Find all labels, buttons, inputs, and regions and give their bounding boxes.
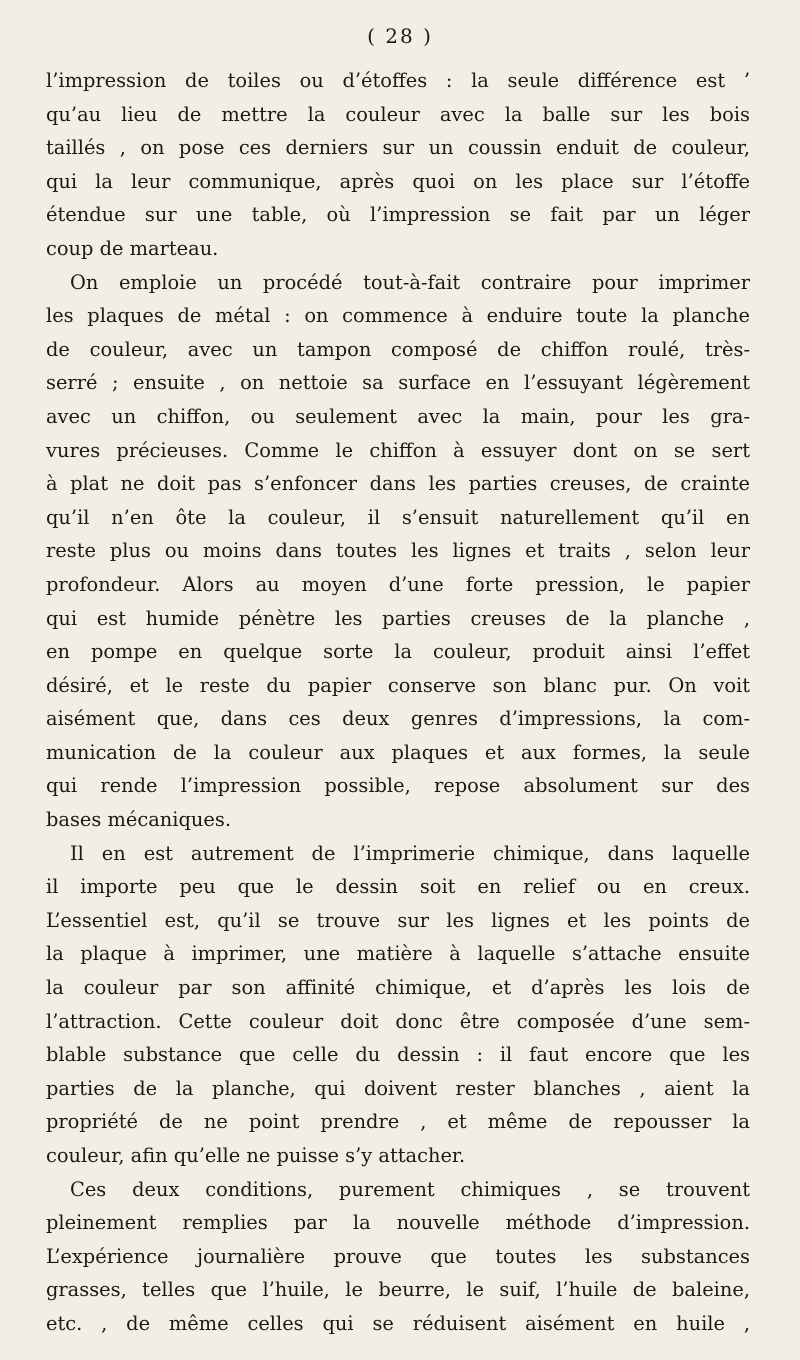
text-line: L’expérience journalière prouve que toutes les substances: [46, 1244, 750, 1268]
text-line: vures précieuses. Comme le chiffon à essuyer dont on se sert: [46, 438, 750, 462]
text-line: bases mécaniques.: [46, 808, 231, 832]
text-line: la plaque à imprimer, une matière à laquelle s’attache ensuite: [46, 942, 750, 966]
text-line: propriété de ne point prendre , et même de repousser la: [46, 1110, 750, 1134]
text-line: en pompe en quelque sorte la couleur, produit ainsi l’effet: [46, 640, 750, 664]
text-line: Ces deux conditions, purement chimiques , se trouvent: [70, 1177, 750, 1201]
text-line: etc. , de même celles qui se réduisent aisément en huile ,: [46, 1311, 750, 1335]
text-line: munication de la couleur aux plaques et aux formes, la seule: [46, 740, 750, 764]
body-text: [46, 64, 750, 1341]
text-line: aisément que, dans ces deux genres d’impressions, la com-: [46, 707, 750, 731]
text-line: blable substance que celle du dessin : il faut encore que les: [46, 1043, 750, 1067]
text-line: qui la leur communique, après quoi on les place sur l’étoffe: [46, 169, 750, 193]
text-line: qu’il n’en ôte la couleur, il s’ensuit naturellement qu’il en: [46, 505, 750, 529]
text-line: avec un chiffon, ou seulement avec la main, pour les gra-: [46, 404, 750, 428]
text-line: profondeur. Alors au moyen d’une forte pression, le papier: [46, 572, 750, 596]
text-line: reste plus ou moins dans toutes les lignes et traits , selon leur: [46, 539, 750, 563]
text-line: les plaques de métal : on commence à enduire toute la planche: [46, 304, 750, 328]
text-line: On emploie un procédé tout-à-fait contraire pour imprimer: [70, 270, 750, 294]
text-line: l’attraction. Cette couleur doit donc être composée d’une sem-: [46, 1009, 750, 1033]
text-line: la couleur par son affinité chimique, et d’après les lois de: [46, 976, 750, 1000]
text-line: à plat ne doit pas s’enfoncer dans les parties creuses, de crainte: [46, 472, 750, 496]
text-line: qui rende l’impression possible, repose absolument sur des: [46, 774, 750, 798]
text-line: parties de la planche, qui doivent rester blanches , aient la: [46, 1076, 750, 1100]
text-line: grasses, telles que l’huile, le beurre, le suif, l’huile de baleine,: [46, 1278, 750, 1302]
text-line: pleinement remplies par la nouvelle méthode d’impression.: [46, 1211, 750, 1235]
text-line: L’essentiel est, qu’il se trouve sur les lignes et les points de: [46, 908, 750, 932]
text-line: Il en est autrement de l’imprimerie chimique, dans laquelle: [70, 841, 750, 865]
text-line: étendue sur une table, où l’impression se fait par un léger: [46, 203, 750, 227]
text-line: coup de marteau.: [46, 236, 219, 260]
page-number: ( 28 ): [367, 24, 433, 48]
text-line: serré ; ensuite , on nettoie sa surface en l’essuyant légèrement: [46, 371, 750, 395]
text-line: taillés , on pose ces derniers sur un coussin enduit de couleur,: [46, 136, 750, 160]
text-line: désiré, et le reste du papier conserve son blanc pur. On voit: [46, 673, 750, 697]
text-line: couleur, afin qu’elle ne puisse s’y attacher.: [46, 1144, 466, 1167]
text-line: de couleur, avec un tampon composé de chiffon roulé, très-: [46, 337, 750, 361]
text-line: l’impression de toiles ou d’étoffes : la seule différence est ’: [46, 69, 750, 92]
text-line: qu’au lieu de mettre la couleur avec la balle sur les bois: [46, 102, 750, 126]
text-line: il importe peu que le dessin soit en relief ou en creux.: [46, 875, 750, 899]
text-line: qui est humide pénètre les parties creuses de la planche ,: [46, 606, 750, 630]
